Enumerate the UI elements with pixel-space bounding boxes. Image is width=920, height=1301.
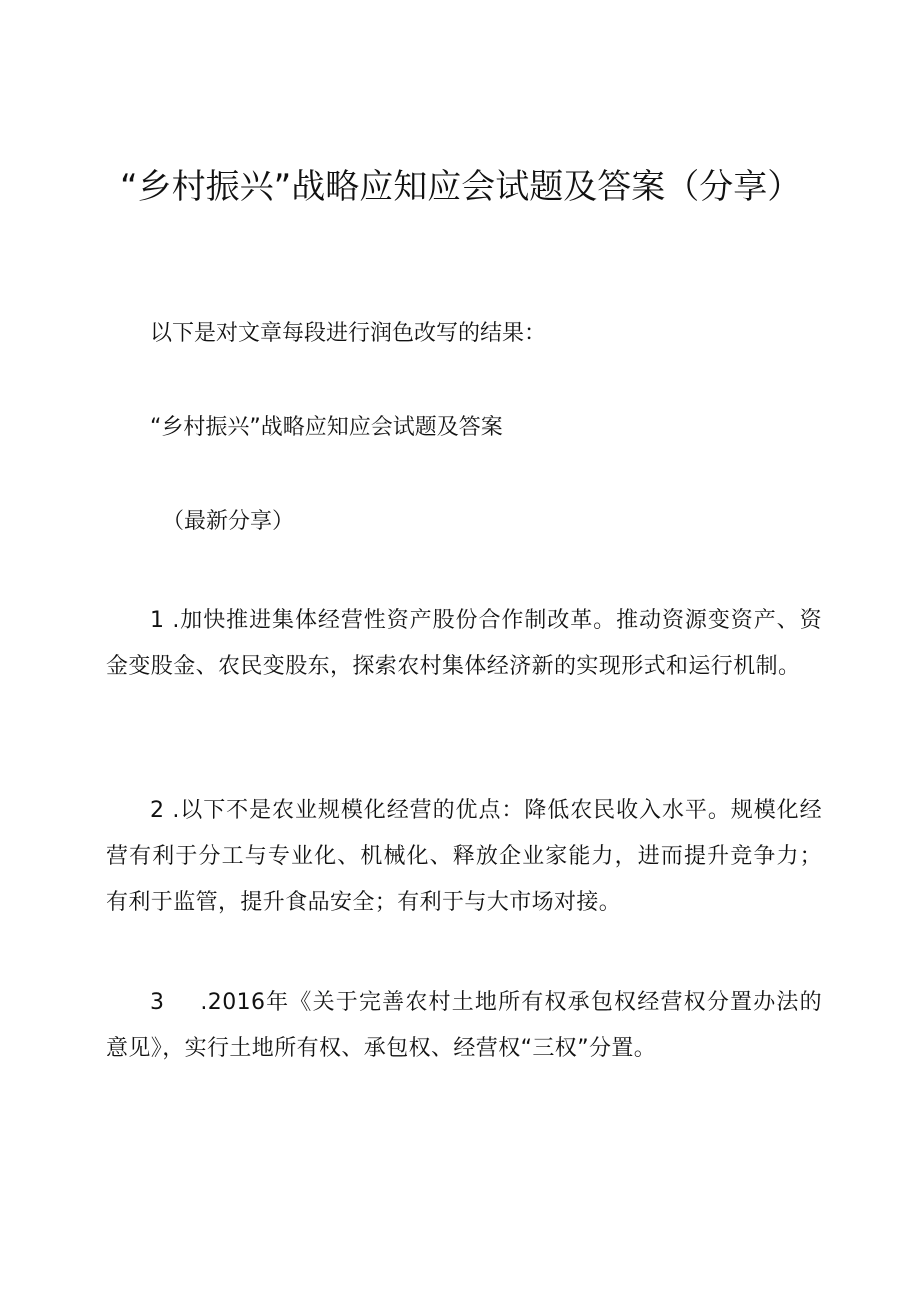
section-subtitle: “乡村振兴”战略应知应会试题及答案 xyxy=(150,415,503,440)
question-item-2 xyxy=(106,788,822,926)
item-text: .以下不是农业规模化经营的优点：降低农民收入水平。规模化经营有利于分工与专业化、机械化、释放企业家能力，进而提升竞争力；有利于监管，提升食品安全；有利于与大市场对接。 xyxy=(106,798,822,915)
question-item-3 xyxy=(106,980,822,1072)
document-title: “乡村振兴”战略应知应会试题及答案（分享） xyxy=(120,167,802,207)
item-number: 3 xyxy=(150,990,165,1015)
question-item-1 xyxy=(106,598,822,690)
item-text: .加快推进集体经营性资产股份合作制改革。推动资源变资产、资金变股金、农民变股东，探索农村集体经济新的实现形式和运行机制。 xyxy=(106,608,822,679)
item-number: 1 xyxy=(150,608,165,633)
intro-text: 以下是对文章每段进行润色改写的结果： xyxy=(150,321,547,346)
item-text: .2016年《关于完善农村土地所有权承包权经营权分置办法的意见》，实行土地所有权、承包权、经营权“三权”分置。 xyxy=(106,990,822,1061)
item-number: 2 xyxy=(150,798,165,823)
section-subnote: （最新分享） xyxy=(162,509,295,534)
